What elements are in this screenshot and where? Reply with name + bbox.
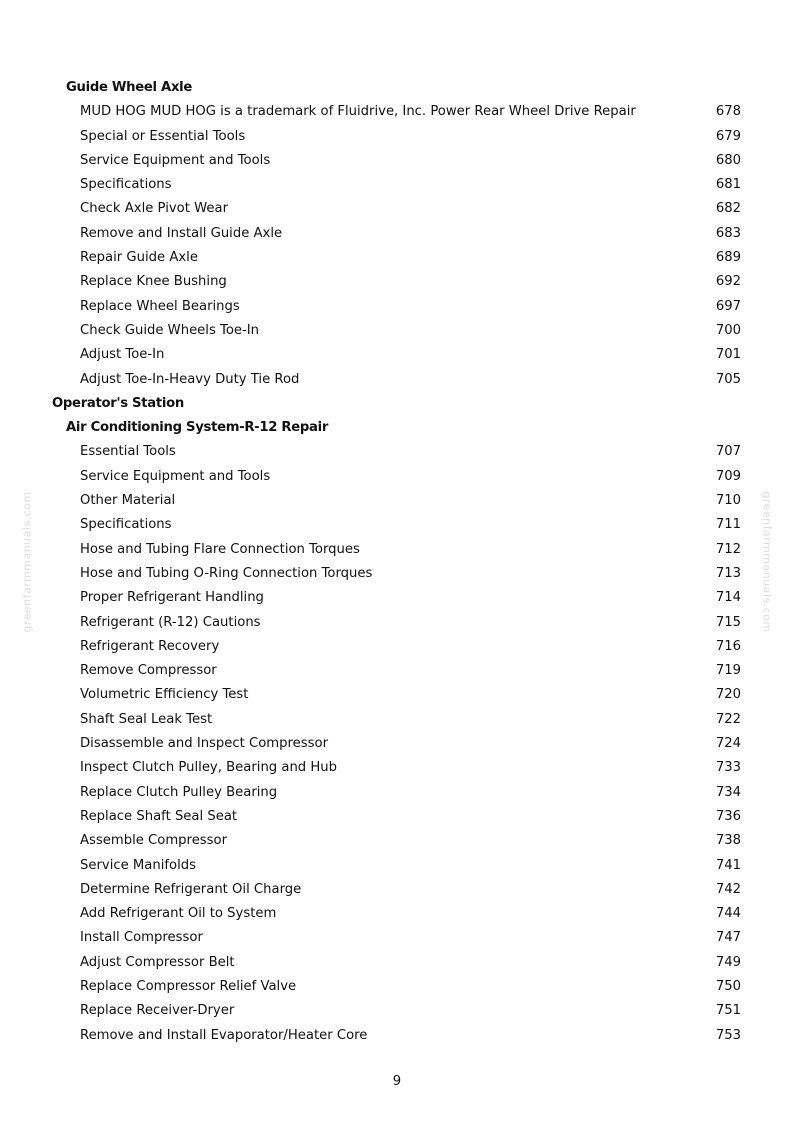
toc-section-heading[interactable] xyxy=(0,392,794,416)
toc-entry[interactable] xyxy=(0,926,794,950)
table-of-contents xyxy=(0,76,794,1048)
toc-entry[interactable] xyxy=(0,635,794,659)
toc-entry-page-number: 689 xyxy=(715,250,741,266)
toc-entry[interactable] xyxy=(0,854,794,878)
toc-entry-title: Repair Guide Axle xyxy=(80,250,198,266)
toc-entry-page-number: 724 xyxy=(715,736,741,752)
toc-entry-title: Assemble Compressor xyxy=(80,833,228,849)
toc-entry-page-number: 736 xyxy=(715,808,741,824)
toc-entry[interactable] xyxy=(0,902,794,926)
toc-entry[interactable] xyxy=(0,319,794,343)
toc-entry-title: Service Manifolds xyxy=(80,857,197,873)
toc-entry-title: Disassemble and Inspect Compressor xyxy=(80,736,328,752)
toc-entry-title: Replace Receiver-Dryer xyxy=(80,1003,235,1019)
toc-entry-title: Replace Wheel Bearings xyxy=(80,298,240,314)
toc-entry-title: Remove and Install Guide Axle xyxy=(80,225,283,241)
toc-entry-title: Replace Knee Bushing xyxy=(80,274,227,290)
toc-entry[interactable] xyxy=(0,222,794,246)
toc-entry[interactable] xyxy=(0,732,794,756)
toc-entry[interactable] xyxy=(0,197,794,221)
toc-entry[interactable] xyxy=(0,368,794,392)
toc-entry-page-number: 697 xyxy=(715,298,741,314)
toc-entry-title: Service Equipment and Tools xyxy=(80,468,271,484)
toc-entry-page-number: 711 xyxy=(715,517,741,533)
toc-entry-page-number: 734 xyxy=(715,784,741,800)
toc-entry-page-number: 701 xyxy=(715,347,741,363)
toc-entry[interactable] xyxy=(0,149,794,173)
toc-entry-title: Install Compressor xyxy=(80,930,203,946)
toc-entry-page-number: 722 xyxy=(715,711,741,727)
toc-entry-title: MUD HOG MUD HOG is a trademark of Fluidrive, Inc. Power Rear Wheel Drive Repair xyxy=(80,104,636,120)
toc-entry-title: Refrigerant Recovery xyxy=(80,638,220,654)
toc-entry[interactable] xyxy=(0,683,794,707)
toc-entry-title: Hose and Tubing Flare Connection Torques xyxy=(80,541,360,557)
toc-entry-title: Remove Compressor xyxy=(80,663,217,679)
toc-entry-title: Specifications xyxy=(80,517,172,533)
toc-entry-page-number: 741 xyxy=(715,857,741,873)
toc-entry-page-number: 709 xyxy=(715,468,741,484)
toc-entry-page-number: 692 xyxy=(715,274,741,290)
toc-entry-title: Replace Shaft Seal Seat xyxy=(80,808,238,824)
toc-entry-page-number: 707 xyxy=(715,444,741,460)
toc-entry[interactable] xyxy=(0,173,794,197)
toc-entry[interactable] xyxy=(0,708,794,732)
toc-entry-page-number: 681 xyxy=(715,177,741,193)
toc-entry-title: Operator's Station xyxy=(52,395,184,411)
toc-section-heading[interactable] xyxy=(0,76,794,100)
toc-entry-title: Replace Compressor Relief Valve xyxy=(80,978,297,994)
toc-entry[interactable] xyxy=(0,1024,794,1048)
toc-entry-page-number: 751 xyxy=(715,1003,741,1019)
toc-entry[interactable] xyxy=(0,781,794,805)
toc-entry-title: Guide Wheel Axle xyxy=(66,80,193,95)
toc-entry-title: Other Material xyxy=(80,493,176,509)
toc-entry-title: Volumetric Efficiency Test xyxy=(80,687,249,703)
toc-entry-title: Determine Refrigerant Oil Charge xyxy=(80,881,302,897)
toc-entry-page-number: 715 xyxy=(715,614,741,630)
toc-entry-page-number: 680 xyxy=(715,152,741,168)
toc-section-heading[interactable] xyxy=(0,416,794,440)
toc-entry[interactable] xyxy=(0,270,794,294)
toc-entry-page-number: 710 xyxy=(715,493,741,509)
page-number: 9 xyxy=(392,1074,402,1089)
toc-entry-title: Refrigerant (R-12) Cautions xyxy=(80,614,261,630)
toc-entry-title: Proper Refrigerant Handling xyxy=(80,590,264,606)
toc-entry-title: Shaft Seal Leak Test xyxy=(80,711,213,727)
toc-entry[interactable] xyxy=(0,295,794,319)
toc-entry-page-number: 742 xyxy=(715,881,741,897)
toc-entry[interactable] xyxy=(0,951,794,975)
toc-entry-page-number: 720 xyxy=(715,687,741,703)
toc-entry[interactable] xyxy=(0,611,794,635)
toc-entry-title: Essential Tools xyxy=(80,444,176,460)
toc-entry-page-number: 738 xyxy=(715,833,741,849)
toc-entry[interactable] xyxy=(0,125,794,149)
toc-entry[interactable] xyxy=(0,975,794,999)
toc-entry-page-number: 683 xyxy=(715,225,741,241)
watermark-left-text: greenfarmmanuals.com xyxy=(20,491,34,633)
toc-entry-title: Remove and Install Evaporator/Heater Core xyxy=(80,1027,368,1043)
toc-entry-page-number: 719 xyxy=(715,663,741,679)
toc-entry[interactable] xyxy=(0,465,794,489)
toc-entry[interactable] xyxy=(0,878,794,902)
toc-entry[interactable] xyxy=(0,756,794,780)
toc-entry-title: Adjust Toe-In-Heavy Duty Tie Rod xyxy=(80,371,300,387)
toc-entry[interactable] xyxy=(0,999,794,1023)
toc-entry-title: Check Guide Wheels Toe-In xyxy=(80,322,260,338)
toc-entry-title: Hose and Tubing O-Ring Connection Torques xyxy=(80,565,373,581)
toc-entry-page-number: 716 xyxy=(715,638,741,654)
toc-entry[interactable] xyxy=(0,440,794,464)
toc-entry-page-number: 712 xyxy=(715,541,741,557)
toc-entry[interactable] xyxy=(0,805,794,829)
toc-entry-page-number: 749 xyxy=(715,954,741,970)
watermark-right-text: greenfarmmanuals.com xyxy=(760,491,774,633)
toc-entry-page-number: 682 xyxy=(715,201,741,217)
toc-entry-page-number: 678 xyxy=(715,104,741,120)
toc-entry[interactable] xyxy=(0,246,794,270)
toc-entry[interactable] xyxy=(0,343,794,367)
toc-entry-page-number: 750 xyxy=(715,978,741,994)
toc-entry-page-number: 714 xyxy=(715,590,741,606)
toc-entry-title: Add Refrigerant Oil to System xyxy=(80,906,277,922)
toc-entry[interactable] xyxy=(0,659,794,683)
toc-entry-title: Special or Essential Tools xyxy=(80,128,246,144)
toc-entry-title: Adjust Compressor Belt xyxy=(80,954,235,970)
toc-entry-title: Check Axle Pivot Wear xyxy=(80,201,228,217)
toc-entry-title: Air Conditioning System-R-12 Repair xyxy=(66,420,329,436)
toc-entry-title: Specifications xyxy=(80,177,172,193)
toc-entry-title: Inspect Clutch Pulley, Bearing and Hub xyxy=(80,760,338,776)
toc-entry-page-number: 700 xyxy=(715,322,741,338)
toc-entry[interactable] xyxy=(0,829,794,853)
toc-entry-title: Service Equipment and Tools xyxy=(80,152,271,168)
toc-entry[interactable] xyxy=(0,586,794,610)
toc-entry-page-number: 747 xyxy=(715,930,741,946)
toc-entry[interactable] xyxy=(0,538,794,562)
toc-entry-page-number: 713 xyxy=(715,565,741,581)
toc-entry[interactable] xyxy=(0,489,794,513)
toc-entry-title: Replace Clutch Pulley Bearing xyxy=(80,784,278,800)
toc-entry[interactable] xyxy=(0,513,794,537)
toc-entry-page-number: 753 xyxy=(715,1027,741,1043)
toc-entry-page-number: 733 xyxy=(715,760,741,776)
toc-entry[interactable] xyxy=(0,562,794,586)
toc-entry-page-number: 705 xyxy=(715,371,741,387)
toc-entry-title: Adjust Toe-In xyxy=(80,347,165,363)
toc-entry-page-number: 679 xyxy=(715,128,741,144)
toc-entry[interactable] xyxy=(0,100,794,124)
toc-entry-page-number: 744 xyxy=(715,906,741,922)
